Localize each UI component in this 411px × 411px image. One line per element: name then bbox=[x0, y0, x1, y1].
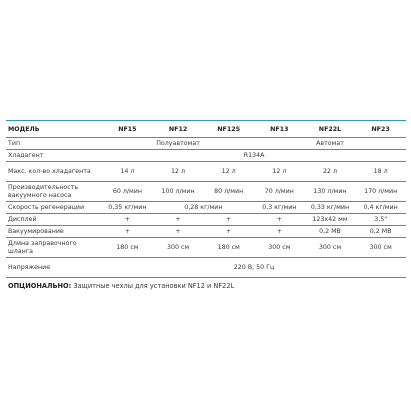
table-header-row bbox=[6, 121, 406, 138]
table-cell: + bbox=[124, 216, 131, 223]
table-cell: 100 л/мин bbox=[161, 188, 195, 195]
row-type bbox=[6, 138, 406, 150]
table-cell: 70 л/мин bbox=[264, 188, 294, 195]
table-cell: 3,5" bbox=[374, 216, 388, 223]
row-label: Тип bbox=[8, 140, 21, 147]
table-cell: + bbox=[175, 228, 181, 235]
table-cell: 22 л bbox=[322, 168, 337, 175]
table-cell: 170 л/мин bbox=[364, 188, 398, 195]
table-cell: + bbox=[175, 216, 181, 223]
table-cell: 60 л/мин bbox=[112, 188, 142, 195]
row-label: Вакуумирование bbox=[8, 228, 64, 235]
row-label: Длина заправочного шланга bbox=[8, 239, 77, 255]
optional-note-text: Защитные чехлы для установки NF12 и NF22L bbox=[71, 282, 235, 290]
spec-table-container bbox=[6, 120, 406, 278]
table-cell: 0,33 кг/мин bbox=[310, 204, 350, 211]
row-vacuum bbox=[6, 226, 406, 238]
table-cell: 0,2 МВ bbox=[369, 228, 392, 235]
table-cell: 0,28 кг/мин bbox=[184, 204, 223, 211]
row-label: Хладагент bbox=[8, 152, 44, 159]
table-cell: 180 см bbox=[217, 244, 240, 251]
table-cell: 300 см bbox=[268, 244, 291, 251]
cell-voltage: 220 В, 50 Гц bbox=[233, 264, 275, 271]
table-cell: 0,35 кг/мин bbox=[108, 204, 147, 211]
row-display bbox=[6, 214, 406, 226]
table-cell: 0,3 кг/мин bbox=[262, 204, 297, 211]
table-cell: 300 см bbox=[318, 244, 342, 251]
row-label: Производительность вакуумного насоса bbox=[8, 183, 79, 199]
header-nf22l: NF22L bbox=[318, 125, 342, 133]
optional-note bbox=[8, 282, 234, 290]
table-cell: 130 л/мин bbox=[313, 188, 347, 195]
table-cell: 0,4 кг/мин bbox=[363, 204, 398, 211]
header-nf15: NF15 bbox=[118, 125, 137, 133]
row-regen bbox=[6, 202, 406, 214]
row-refrigerant bbox=[6, 150, 406, 162]
header-nf12s: NF12S bbox=[217, 125, 241, 133]
row-hose bbox=[6, 238, 406, 258]
table-cell: + bbox=[226, 228, 232, 235]
table-cell: 300 см bbox=[166, 244, 190, 251]
header-nf13: NF13 bbox=[270, 125, 289, 133]
table-cell: 14 л bbox=[120, 168, 135, 175]
header-nf12: NF12 bbox=[168, 125, 188, 133]
table-cell: + bbox=[276, 228, 282, 235]
table-cell: 12 л bbox=[221, 168, 236, 175]
table-cell: 80 л/мин bbox=[214, 188, 244, 195]
table-cell: + bbox=[226, 216, 232, 223]
row-pump bbox=[6, 182, 406, 202]
optional-note-label: ОПЦИОНАЛЬНО: bbox=[8, 282, 72, 290]
cell-type-semi: Полуавтомат bbox=[156, 140, 200, 147]
cell-refrigerant: R134A bbox=[243, 152, 265, 159]
spec-table bbox=[6, 120, 406, 278]
table-cell: 300 см bbox=[369, 244, 392, 251]
table-cell: 123х42 мм bbox=[312, 216, 348, 223]
table-cell: 180 см bbox=[116, 244, 139, 251]
row-label: Скорость регенерации bbox=[8, 204, 85, 211]
table-cell: 0,2 МВ bbox=[319, 228, 341, 235]
row-voltage bbox=[6, 258, 406, 278]
header-nf23: NF23 bbox=[371, 125, 390, 133]
table-cell: + bbox=[276, 216, 282, 223]
table-cell: 18 л bbox=[373, 168, 388, 175]
row-max-qty bbox=[6, 162, 406, 182]
row-label: Напряжение bbox=[8, 263, 51, 271]
cell-type-auto: Автомат bbox=[316, 140, 344, 147]
row-label: Дисплей bbox=[8, 216, 37, 223]
header-model: МОДЕЛЬ bbox=[8, 125, 40, 133]
row-label: Макс. кол-во хладагента bbox=[8, 167, 91, 175]
table-cell: 12 л bbox=[171, 168, 186, 175]
table-cell: 12 л bbox=[272, 168, 287, 175]
table-cell: + bbox=[124, 228, 131, 235]
